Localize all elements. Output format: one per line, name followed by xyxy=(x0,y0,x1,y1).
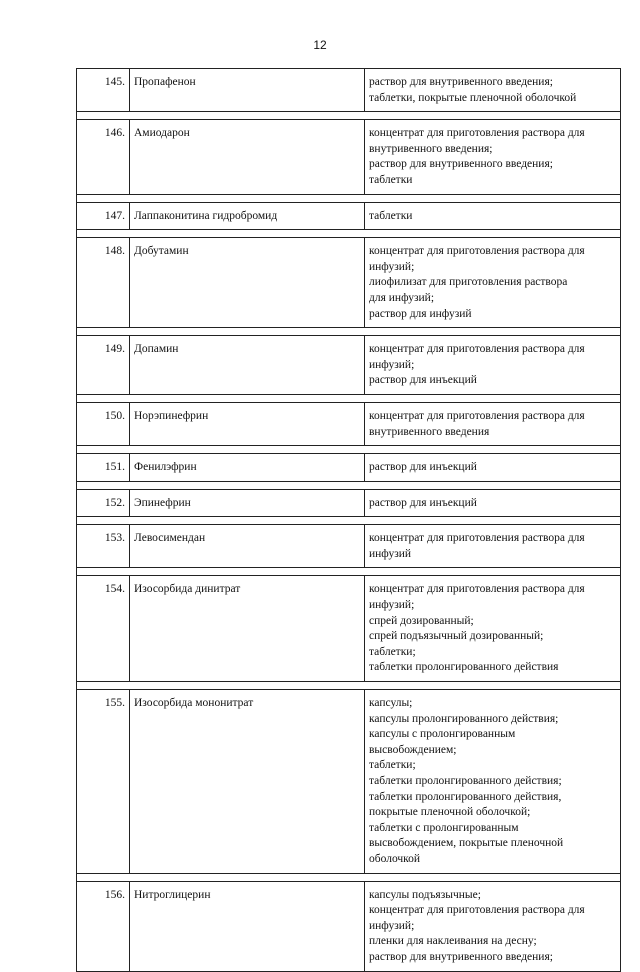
row-number: 148. xyxy=(77,238,130,328)
dosage-forms xyxy=(365,238,621,328)
drug-table xyxy=(76,68,621,972)
dosage-forms xyxy=(365,336,621,395)
dosage-form-line: лиофилизат для приготовления раствора xyxy=(369,276,568,289)
dosage-forms xyxy=(365,69,621,112)
row-spacer xyxy=(77,481,621,489)
table-row xyxy=(77,202,621,230)
dosage-form-line: капсулы подъязычные; xyxy=(369,888,481,901)
dosage-form-line: капсулы пролонгированного действия; xyxy=(369,712,559,725)
dosage-form-line: высвобождением; xyxy=(369,743,457,756)
dosage-form-line: концентрат для приготовления раствора для xyxy=(369,904,585,917)
row-spacer-cell xyxy=(77,112,621,120)
row-spacer-cell xyxy=(77,446,621,454)
dosage-form-line: инфузий; xyxy=(369,260,415,273)
table-row xyxy=(77,454,621,482)
drug-name: Изосорбида мононитрат xyxy=(130,690,365,874)
dosage-forms xyxy=(365,525,621,568)
dosage-form-line: раствор для внутривенного введения; xyxy=(369,76,553,88)
dosage-form-line: концентрат для приготовления раствора для xyxy=(369,532,585,545)
row-number: 153. xyxy=(77,525,130,568)
dosage-form-line: раствор для внутривенного введения; xyxy=(369,950,553,963)
table-body xyxy=(77,69,621,972)
dosage-form-line: таблетки; xyxy=(369,645,416,658)
dosage-form-line: таблетки пролонгированного действия; xyxy=(369,775,562,787)
dosage-form-line: таблетки, покрытые пленочной оболочкой xyxy=(369,91,577,104)
row-number: 151. xyxy=(77,454,130,482)
dosage-form-line: концентрат для приготовления раствора для xyxy=(369,583,585,596)
row-number: 147. xyxy=(77,202,130,230)
row-spacer-cell xyxy=(77,328,621,336)
table-row xyxy=(77,238,621,328)
dosage-forms xyxy=(365,402,621,445)
row-spacer xyxy=(77,517,621,525)
row-spacer xyxy=(77,873,621,881)
drug-name: Норэпинефрин xyxy=(130,402,365,445)
dosage-form-line: таблетки xyxy=(369,209,413,222)
row-spacer-cell xyxy=(77,568,621,576)
page-number: 12 xyxy=(313,38,327,52)
row-number: 149. xyxy=(77,336,130,395)
row-spacer xyxy=(77,194,621,202)
drug-name: Пропафенон xyxy=(130,69,365,112)
drug-name: Нитроглицерин xyxy=(130,881,365,971)
drug-name: Фенилэфрин xyxy=(130,454,365,482)
dosage-forms xyxy=(365,881,621,971)
dosage-forms xyxy=(365,489,621,517)
dosage-form-line: раствор для инъекций xyxy=(369,374,477,387)
row-number: 150. xyxy=(77,402,130,445)
drug-name: Эпинефрин xyxy=(130,489,365,517)
dosage-form-line: внутривенного введения; xyxy=(369,142,493,155)
dosage-form-line: спрей дозированный; xyxy=(369,614,474,627)
row-number: 156. xyxy=(77,881,130,971)
drug-name: Добутамин xyxy=(130,238,365,328)
dosage-forms xyxy=(365,120,621,194)
dosage-form-line: покрытые пленочной оболочкой; xyxy=(369,806,531,819)
dosage-form-line: капсулы; xyxy=(369,697,413,710)
dosage-form-line: инфузий; xyxy=(369,599,415,612)
dosage-form-line: концентрат для приготовления раствора для xyxy=(369,127,585,140)
dosage-forms xyxy=(365,690,621,874)
row-spacer-cell xyxy=(77,873,621,881)
dosage-forms xyxy=(365,202,621,230)
dosage-form-line: инфузий xyxy=(369,547,412,560)
dosage-form-line: раствор для инфузий xyxy=(369,307,472,320)
row-number: 152. xyxy=(77,489,130,517)
row-number: 146. xyxy=(77,120,130,194)
dosage-form-line: таблетки пролонгированного действия, xyxy=(369,790,562,803)
row-spacer xyxy=(77,230,621,238)
row-spacer xyxy=(77,568,621,576)
drug-name: Левосимендан xyxy=(130,525,365,568)
row-spacer xyxy=(77,112,621,120)
row-spacer-cell xyxy=(77,194,621,202)
drug-name: Амиодарон xyxy=(130,120,365,194)
row-spacer-cell xyxy=(77,230,621,238)
table-row xyxy=(77,120,621,194)
dosage-form-line: таблетки; xyxy=(369,759,416,772)
dosage-forms xyxy=(365,454,621,482)
row-spacer xyxy=(77,682,621,690)
row-spacer xyxy=(77,446,621,454)
dosage-form-line: концентрат для приготовления раствора для xyxy=(369,409,585,422)
table-row xyxy=(77,525,621,568)
dosage-form-line: раствор для инъекций xyxy=(369,461,477,474)
table-row xyxy=(77,881,621,971)
row-spacer xyxy=(77,394,621,402)
drug-name: Лаппаконитина гидробромид xyxy=(130,202,365,230)
drug-name: Изосорбида динитрат xyxy=(130,576,365,682)
dosage-form-line: таблетки xyxy=(369,173,413,186)
row-spacer-cell xyxy=(77,394,621,402)
dosage-form-line: таблетки с пролонгированным xyxy=(369,821,519,834)
dosage-forms xyxy=(365,576,621,682)
row-spacer xyxy=(77,328,621,336)
row-number: 155. xyxy=(77,690,130,874)
dosage-form-line: для инфузий; xyxy=(369,291,435,304)
dosage-form-line: инфузий; xyxy=(369,919,415,932)
dosage-form-line: концентрат для приготовления раствора для xyxy=(369,343,585,356)
dosage-form-line: оболочкой xyxy=(369,852,421,865)
dosage-form-line: таблетки пролонгированного действия xyxy=(369,661,559,674)
dosage-form-line: инфузий; xyxy=(369,358,415,371)
dosage-form-line: капсулы с пролонгированным xyxy=(369,728,516,741)
table-row xyxy=(77,402,621,445)
dosage-form-line: внутривенного введения xyxy=(369,425,490,438)
row-spacer-cell xyxy=(77,517,621,525)
dosage-form-line: высвобождением, покрытые пленочной xyxy=(369,837,564,850)
table-row xyxy=(77,69,621,112)
dosage-form-line: концентрат для приготовления раствора для xyxy=(369,245,585,258)
table-row xyxy=(77,336,621,395)
row-spacer-cell xyxy=(77,481,621,489)
dosage-form-line: раствор для внутривенного введения; xyxy=(369,158,553,171)
dosage-form-line: пленки для наклеивания на десну; xyxy=(369,935,537,948)
table-row xyxy=(77,690,621,874)
row-number: 145. xyxy=(77,69,130,112)
dosage-form-line: спрей подъязычный дозированный; xyxy=(369,630,544,643)
drug-name: Допамин xyxy=(130,336,365,395)
table-row xyxy=(77,576,621,682)
row-number: 154. xyxy=(77,576,130,682)
row-spacer-cell xyxy=(77,682,621,690)
table-row xyxy=(77,489,621,517)
dosage-form-line: раствор для инъекций xyxy=(369,496,477,509)
